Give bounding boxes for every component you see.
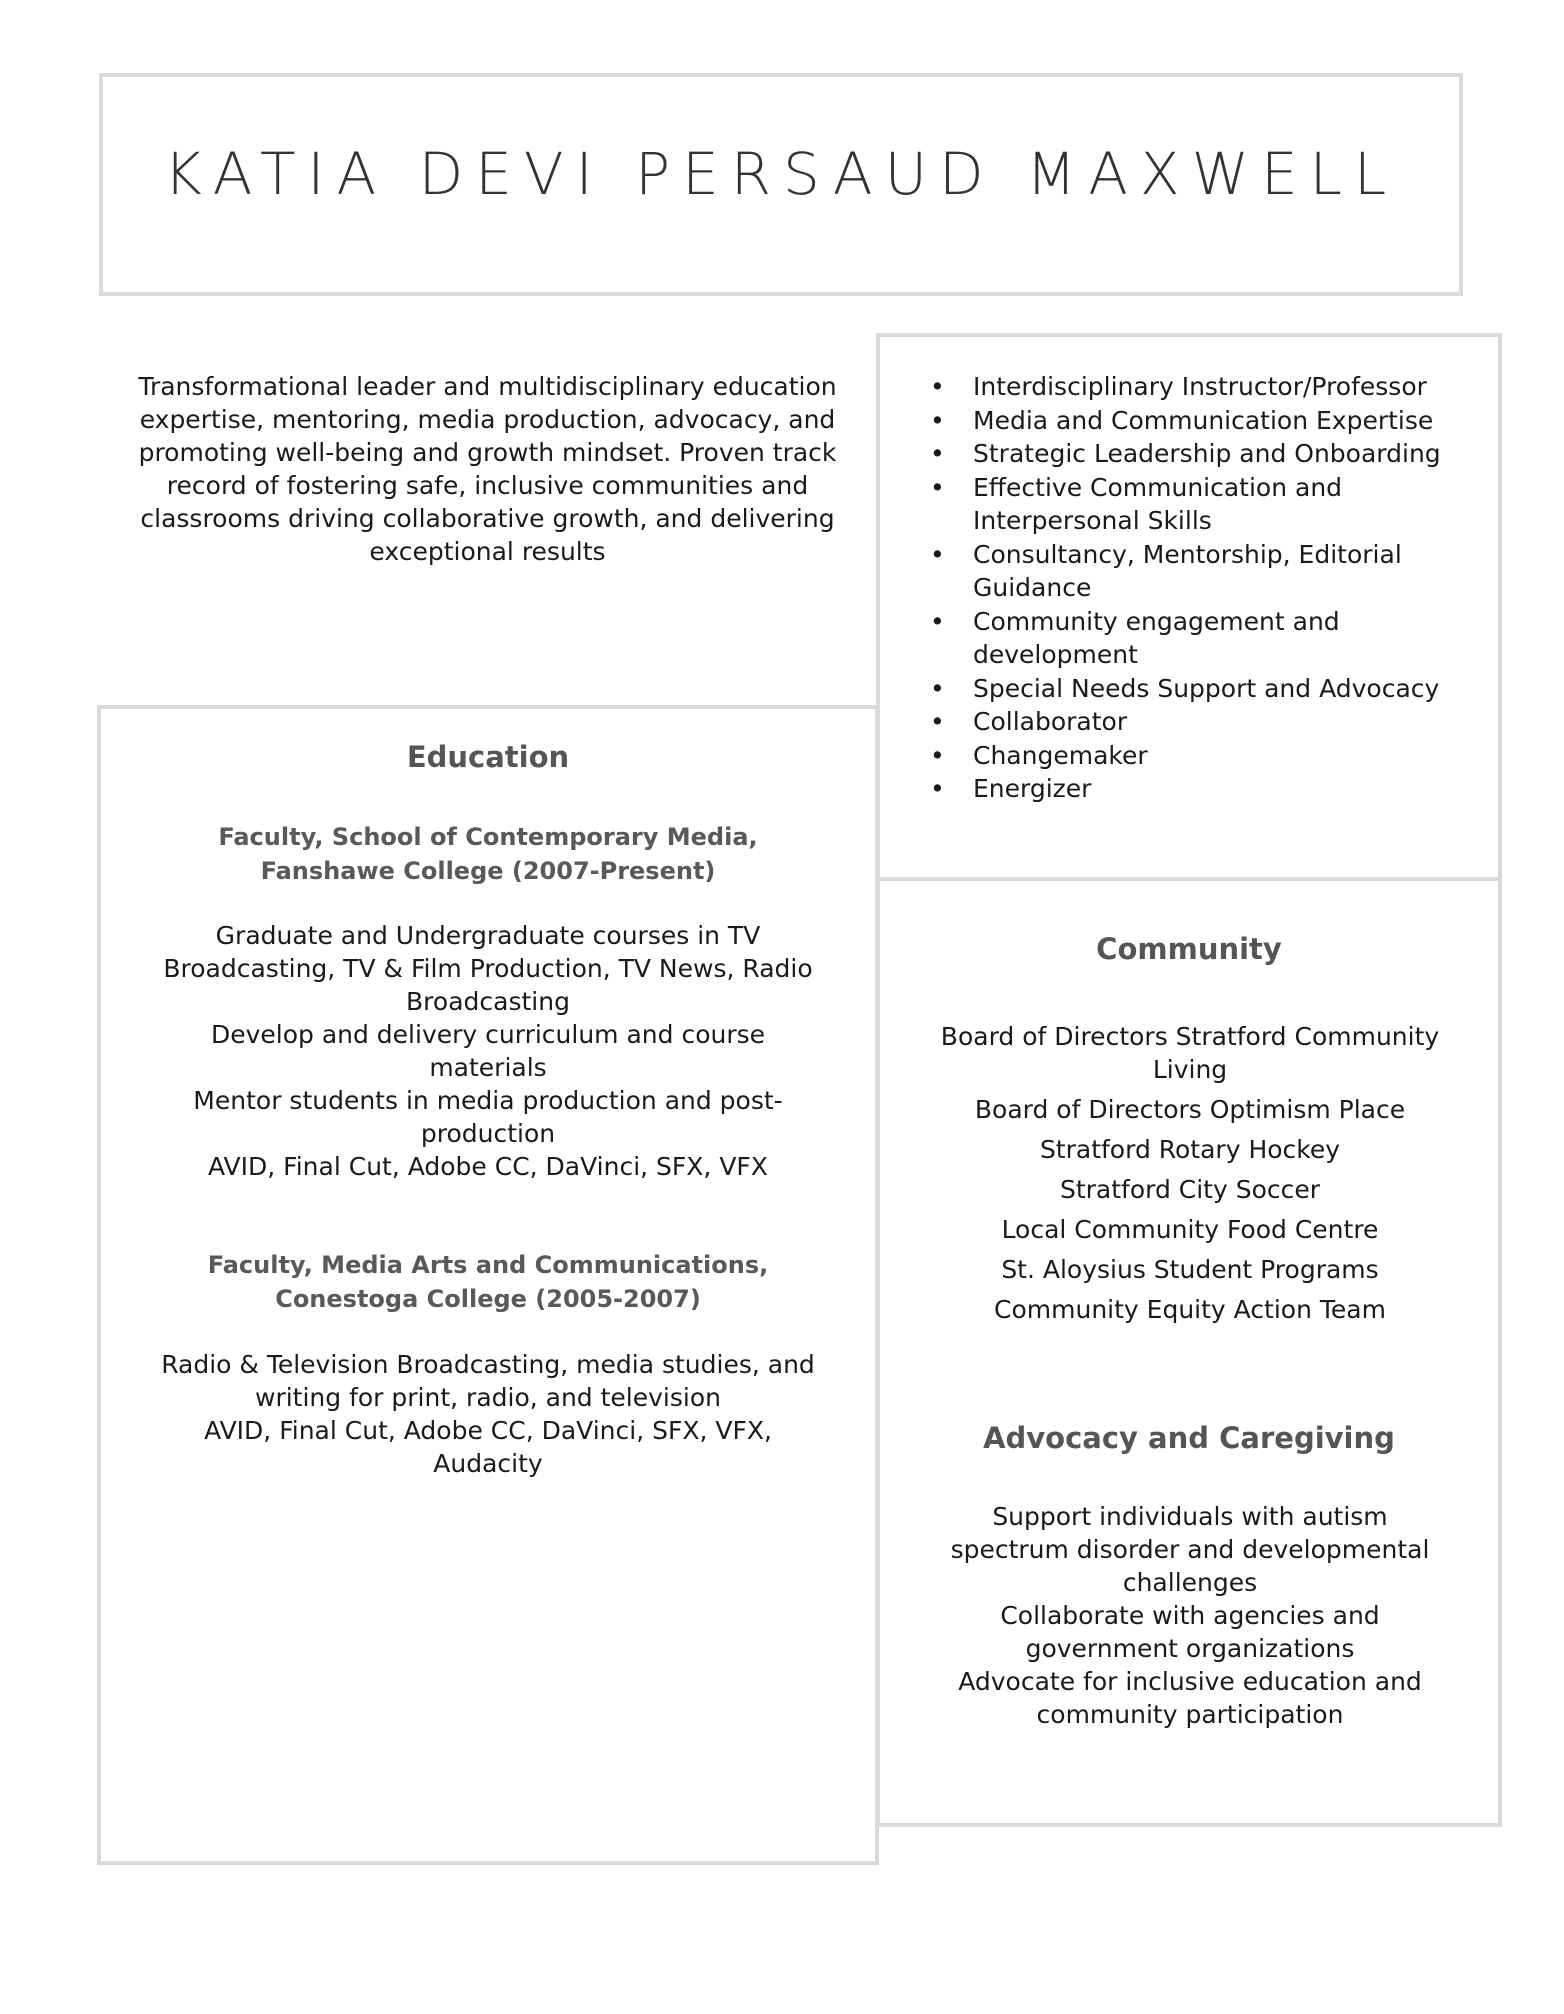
bullet-icon: •	[930, 405, 945, 435]
community-item: Board of Directors Optimism Place	[974, 1095, 1406, 1124]
bullet-icon: •	[930, 372, 945, 401]
bullet-icon: •	[930, 606, 945, 636]
community-item: Board of Directors Stratford Community Living	[940, 1022, 1440, 1084]
skills-list	[930, 370, 1490, 806]
skill-item: • Effective Communication and Interpersonal Skills	[930, 472, 1343, 535]
community-item: Community Equity Action Team	[994, 1295, 1386, 1324]
education-entry-details	[150, 1348, 826, 1480]
education-detail-line: AVID, Final Cut, Adobe CC, DaVinci, SFX, VFX, Audacity	[204, 1416, 772, 1478]
bullet-icon: •	[930, 707, 945, 736]
community-item: Stratford City Soccer	[1059, 1175, 1321, 1204]
advocacy-line: Support individuals with autism spectrum disorder and developmental challenges	[950, 1502, 1430, 1597]
bullet-icon: •	[930, 673, 945, 703]
education-entry-details	[150, 919, 826, 1183]
community-list	[900, 1020, 1480, 1333]
skill-item: • Media and Communication Expertise	[930, 404, 1490, 438]
advocacy-details	[930, 1500, 1450, 1731]
advocacy-title: Advocacy and Caregiving	[983, 1421, 1395, 1455]
community-title: Community	[1096, 932, 1282, 966]
education-entry-heading: Faculty, Media Arts and Communications, Conestoga College (2005-2007)	[207, 1251, 769, 1313]
bullet-icon: •	[930, 774, 945, 803]
summary-text: Transformational leader and multidisciplinary education expertise, mentoring, media production, advocacy, and promoting well-being and growth mindset. Proven track record of fostering safe, inclusive communities and classrooms driving collaborative growth, and delivering exceptional results	[138, 372, 837, 566]
skill-item: • Special Needs Support and Advocacy	[930, 672, 1490, 706]
resume-name: KATIA DEVI PERSAUD MAXWELL	[163, 140, 1399, 208]
community-item: St. Aloysius Student Programs	[1001, 1255, 1379, 1284]
bullet-icon: •	[930, 472, 945, 502]
skill-item: • Consultancy, Mentorship, Editorial Guidance	[930, 539, 1402, 602]
skill-item: • Interdisciplinary Instructor/Professor	[930, 370, 1490, 404]
education-detail-line: Mentor students in media production and post-production	[193, 1086, 783, 1148]
community-item: Local Community Food Centre	[1001, 1215, 1379, 1244]
skill-item: • Strategic Leadership and Onboarding	[930, 437, 1490, 471]
education-detail-line: Develop and delivery curriculum and course materials	[210, 1020, 766, 1082]
community-item: Stratford Rotary Hockey	[1039, 1135, 1341, 1164]
education-detail-line: AVID, Final Cut, Adobe CC, DaVinci, SFX, VFX	[208, 1152, 768, 1181]
bullet-icon: •	[930, 539, 945, 569]
bullet-icon: •	[930, 740, 945, 770]
education-detail-line: Radio & Television Broadcasting, media studies, and writing for print, radio, and television	[161, 1350, 815, 1412]
skill-item: • Collaborator	[930, 705, 1490, 739]
education-title: Education	[406, 740, 570, 774]
skill-item: • Community engagement and development	[930, 606, 1340, 669]
skill-item: • Changemaker	[930, 739, 1490, 773]
advocacy-line: Collaborate with agencies and government organizations	[1000, 1601, 1380, 1663]
advocacy-line: Advocate for inclusive education and community participation	[958, 1667, 1422, 1729]
education-entry-heading: Faculty, School of Contemporary Media, Fanshawe College (2007-Present)	[218, 823, 758, 885]
skill-item: • Energizer	[930, 772, 1490, 806]
education-detail-line: Graduate and Undergraduate courses in TV Broadcasting, TV & Film Production, TV News, Radio Broadcasting	[163, 921, 813, 1016]
bullet-icon: •	[930, 439, 945, 468]
